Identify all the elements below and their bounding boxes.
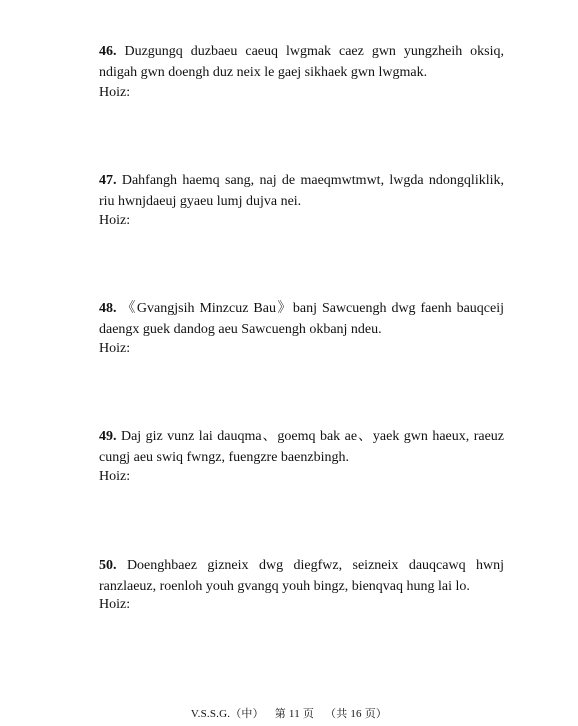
footer-code: V.S.S.G.（中） xyxy=(190,708,264,720)
answer-label: Hoiz: xyxy=(99,341,131,356)
question-48-line-1 xyxy=(99,298,504,319)
answer-label: Hoiz: xyxy=(99,213,131,228)
question-49-line-1 xyxy=(99,426,504,447)
question-46-line-2: ndigah gwn doengh duz neix le gaej sikhaek gwn lwgmak. xyxy=(99,65,428,80)
question-47 xyxy=(99,170,504,228)
question-46 xyxy=(99,41,504,100)
question-text: Daj giz vunz lai dauqma、goemq bak ae、yaek gwn haeux, raeuz xyxy=(120,429,505,444)
footer-page-total: （共 16 页） xyxy=(325,708,388,720)
question-48 xyxy=(99,298,504,356)
question-49 xyxy=(99,426,505,484)
question-number: 49. xyxy=(99,429,117,444)
question-number: 48. xyxy=(99,301,117,316)
question-text: Duzgungq duzbaeu caeuq lwgmak caez gwn yungzheih oksiq, xyxy=(124,44,504,59)
question-text: Doenghbaez gizneix dwg diegfwz, seizneix dauqcawq hwnj xyxy=(126,558,505,573)
question-49-line-2: cungj aeu swiq fwngz, fuengzre baenzbingh. xyxy=(99,450,349,465)
question-47-line-1 xyxy=(99,170,504,191)
footer-page-number: 第 11 页 xyxy=(274,708,315,720)
question-48-line-2: daengx guek dandog aeu Sawcuengh okbanj ndeu. xyxy=(99,322,382,337)
answer-label: Hoiz: xyxy=(99,85,131,100)
question-text: Dahfangh haemq sang, naj de maeqmwtmwt, lwgda ndongqliklik, xyxy=(121,173,504,188)
question-number: 50. xyxy=(99,558,117,573)
question-50 xyxy=(99,555,505,612)
question-text: 《Gvangjsih Minzcuz Bau》banj Sawcuengh dwg faenh bauqceij xyxy=(121,301,504,316)
question-number: 46. xyxy=(99,44,117,59)
answer-label: Hoiz: xyxy=(99,597,131,612)
question-number: 47. xyxy=(99,173,117,188)
question-47-line-2: riu hwnjdaeuj gyaeu lumj dujva nei. xyxy=(99,194,302,209)
question-46-line-1 xyxy=(99,41,504,62)
question-50-line-2: ranzlaeuz, roenloh youh gvangq youh bingz, bienqvaq hung lai lo. xyxy=(99,579,470,594)
answer-label: Hoiz: xyxy=(99,469,131,484)
page-footer xyxy=(0,705,578,721)
question-50-line-1 xyxy=(99,555,504,576)
